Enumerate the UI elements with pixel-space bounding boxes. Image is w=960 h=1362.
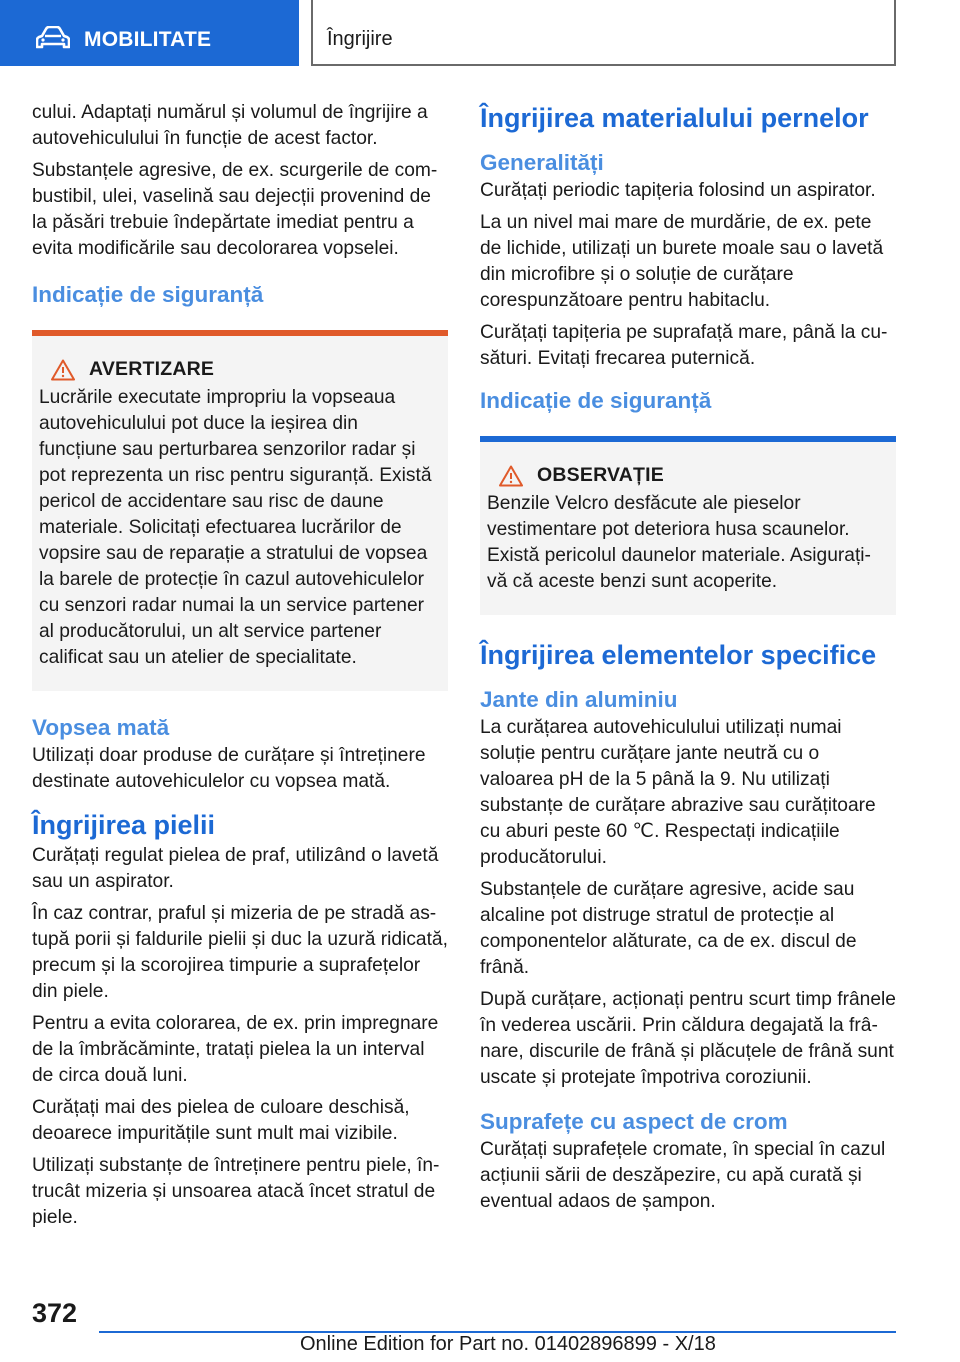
- paragraph: Curățați periodic tapițeria folosind un aspirator.: [480, 180, 876, 201]
- paragraph: cului. Adaptați numărul și volumul de îngrijire a autovehiculului în funcție de acest factor.: [32, 102, 428, 149]
- paragraph: Utilizați substanțe de întreținere pentru piele, întrucât mizeria și unsoarea atacă încet stratul de piele.: [32, 1155, 440, 1228]
- paragraph: Curățați suprafețele cromate, în special în cazul acțiunii sării de deszăpezire, cu apă curată și eventual adaos de șampon.: [480, 1139, 886, 1212]
- paragraph: Curățați regulat pielea de praf, utilizând o lavetă sau un aspirator.: [32, 845, 439, 892]
- paragraph: Utilizați doar produse de curățare și întreținere destinate autovehiculelor cu vopsea mată.: [32, 745, 426, 792]
- paragraph: Curățați mai des pielea de culoare deschisă, deoarece impuritățile sunt mult mai vizibile.: [32, 1097, 410, 1144]
- warning-text: Lucrările executate impropriu la vopseaua autovehiculului pot duce la ieșirea din funcțiune sau perturbarea senzorilor radar și pot reprezenta un risc pentru siguranță. Există pericol de accidentare sau risc de daune materiale. Solicitați efectuarea lucrărilor de vopsire sau de reparație a stratului de vopsea la barele de protecție în cazul autovehiculelor cu senzori radar numai la un service partener al producătorului, un alt service partener calificat sau un atelier de specialitate.: [39, 387, 432, 668]
- section-tab[interactable]: [0, 0, 299, 66]
- cushion-care-heading: Îngrijirea materialului pernelor: [480, 103, 869, 133]
- paragraph: Curățați tapițeria pe suprafață mare, până la cusături. Evitați frecarea puternică.: [480, 322, 888, 369]
- paragraph: Substanțele de curățare agresive, acide sau alcaline pot distruge stratul de protecție al componentelor alăturate, ca de ex. discul de frână.: [480, 879, 857, 978]
- edition-note: Online Edition for Part no. 01402896899 - X/18: [300, 1333, 716, 1355]
- general-heading: Generalități: [480, 150, 604, 175]
- warning-box: [32, 330, 448, 691]
- paragraph: În caz contrar, praful și mizeria de pe stradă astupă porii și faldurile pielii și duc la uzură ridicată, precum și la scorojirea timpurie a suprafețelor din piele.: [32, 903, 448, 1002]
- left-column: [32, 100, 448, 1237]
- leather-care-heading: Îngrijirea pielii: [32, 810, 216, 840]
- warning-title: AVERTIZARE: [89, 358, 215, 380]
- paragraph: După curățare, acționați pentru scurt timp frânele în vederea uscării. Prin căldura degajată la frânare, discurile de frână și plăcuțele de frână sunt uscate și protejate împotriva coroziunii.: [480, 989, 896, 1088]
- chapter-title: Îngrijire: [327, 28, 393, 50]
- specific-elements-heading: Îngrijirea elementelor specifice: [480, 640, 877, 670]
- chrome-surfaces-heading: Suprafețe cu aspect de crom: [480, 1109, 788, 1134]
- paragraph: La un nivel mai mare de murdărie, de ex. pete de lichide, utilizați un burete moale sau o lavetă din microfibre și o soluție de curățare corespunzătoare pentru habitaclu.: [480, 212, 884, 311]
- paragraph: Pentru a evita colorarea, de ex. prin impregnare de la îmbrăcăminte, tratați pielea la un interval de circa două luni.: [32, 1013, 439, 1086]
- notice-box: [480, 436, 896, 615]
- paragraph: La curățarea autovehiculului utilizați numai soluție pentru curățare jante neutră cu o valoarea pH de la 5 până la 9. Nu utilizați substanțe de curățare abrazive sau curățitoare cu aburi peste 60 ℃. Respectați indicațiile producătorului.: [480, 717, 876, 868]
- safety-heading: Indicație de siguranță: [32, 282, 264, 307]
- notice-title: OBSERVAȚIE: [537, 464, 664, 486]
- alloy-wheels-heading: Jante din aluminiu: [480, 687, 678, 712]
- paragraph: Substanțele agresive, de ex. scurgerile de combustibil, ulei, vaselină sau dejecții provenind de la păsări trebuie îndepărtate imediat pentru a evita modificările sau decolorarea vopselei.: [32, 160, 438, 259]
- car-icon: [36, 26, 70, 50]
- safety-heading: Indicație de siguranță: [480, 388, 712, 413]
- matte-paint-heading: Vopsea mată: [32, 715, 170, 740]
- warning-icon: [499, 465, 523, 487]
- page-number: 372: [32, 1298, 78, 1328]
- chapter-header: [311, 0, 896, 66]
- right-column: [480, 100, 896, 1221]
- notice-text: Benzile Velcro desfăcute ale pieselor vestimentare pot deteriora husa scaunelor. Există pericolul daunelor materiale. Asigurați-vă că aceste benzi sunt acoperite.: [487, 493, 871, 592]
- warning-icon: [51, 359, 75, 381]
- section-label: MOBILITATE: [84, 28, 212, 51]
